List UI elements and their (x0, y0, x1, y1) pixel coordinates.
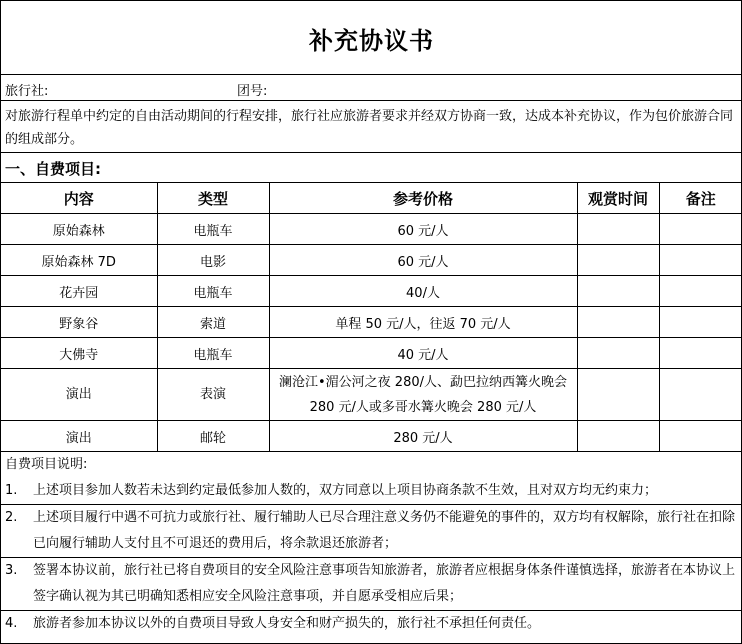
cell-remarks[interactable] (659, 307, 742, 338)
cell-remarks[interactable] (659, 214, 742, 245)
cell-price: 单程 50 元/人，往返 70 元/人 (269, 307, 577, 338)
cell-viewing-time[interactable] (577, 214, 659, 245)
table-row (1, 214, 742, 245)
cell-type: 电瓶车 (157, 214, 269, 245)
header-content: 内容 (1, 183, 157, 214)
note-item (5, 478, 738, 504)
cell-price: 40/人 (269, 276, 577, 307)
header-viewing-time: 观赏时间 (577, 183, 659, 214)
table-header-row (1, 183, 742, 214)
cell-viewing-time[interactable] (577, 276, 659, 307)
group-number-label: 团号: (237, 84, 268, 99)
intro-text: 对旅游行程单中约定的自由活动期间的行程安排，旅行社应旅游者要求并经双方协商一致，达成本补充协议，作为包价旅游合同的组成部分。 (5, 109, 734, 147)
cell-content: 野象谷 (1, 307, 157, 338)
table-row (1, 307, 742, 338)
cell-type: 索道 (157, 307, 269, 338)
note-number: 3. (5, 563, 18, 578)
table-row (1, 245, 742, 276)
note-text: 上述项目参加人数若未达到约定最低参加人数的，双方同意以上项目协商条款不生效，且对双方均无约束力； (33, 483, 658, 498)
header-type: 类型 (157, 183, 269, 214)
self-pay-items-table (1, 183, 742, 452)
cell-type: 电影 (157, 245, 269, 276)
cell-content: 大佛寺 (1, 338, 157, 369)
header-remarks: 备注 (659, 183, 742, 214)
cell-type: 邮轮 (157, 421, 269, 452)
header-price: 参考价格 (269, 183, 577, 214)
cell-type: 表演 (157, 369, 269, 421)
cell-remarks[interactable] (659, 421, 742, 452)
note-number: 1. (5, 483, 18, 498)
section-row (1, 153, 742, 183)
cell-viewing-time[interactable] (577, 338, 659, 369)
meta-row (1, 75, 742, 101)
notes-section (1, 448, 742, 637)
intro-row (1, 101, 742, 153)
section-title: 一、自费项目: (5, 160, 101, 178)
cell-viewing-time[interactable] (577, 245, 659, 276)
table-row (1, 421, 742, 452)
cell-viewing-time[interactable] (577, 421, 659, 452)
note-text: 上述项目履行中遇不可抗力或旅行社、履行辅助人已尽合理注意义务仍不能避免的事件的，双方均有权解除，旅行社在扣除已向履行辅助人支付且不可退还的费用后，将余款退还旅游者； (33, 510, 736, 551)
note-number: 2. (5, 510, 18, 525)
cell-price: 40 元/人 (269, 338, 577, 369)
table-row (1, 369, 742, 421)
title-row (1, 1, 742, 75)
cell-type: 电瓶车 (157, 276, 269, 307)
cell-content: 原始森林 7D (1, 245, 157, 276)
cell-remarks[interactable] (659, 369, 742, 421)
note-text: 签署本协议前，旅行社已将自费项目的安全风险注意事项告知旅游者，旅游者应根据身体条件谨慎选择，旅游者在本协议上签字确认视为其已明确知悉相应安全风险注意事项，并自愿承受相应后果； (33, 563, 736, 604)
cell-content: 原始森林 (1, 214, 157, 245)
note-item (5, 558, 738, 610)
cell-price: 280 元/人 (269, 421, 577, 452)
cell-viewing-time[interactable] (577, 307, 659, 338)
agency-label: 旅行社: (5, 84, 49, 99)
cell-content: 演出 (1, 369, 157, 421)
cell-remarks[interactable] (659, 245, 742, 276)
table-row (1, 276, 742, 307)
cell-price: 澜沧江•湄公河之夜 280/人、勐巴拉纳西篝火晚会 280 元/人或多哥水篝火晚会 280 元/人 (269, 369, 577, 421)
cell-content: 花卉园 (1, 276, 157, 307)
document-title: 补充协议书 (309, 27, 434, 55)
cell-remarks[interactable] (659, 338, 742, 369)
cell-remarks[interactable] (659, 276, 742, 307)
cell-price: 60 元/人 (269, 214, 577, 245)
note-item (5, 505, 738, 557)
note-number: 4. (5, 616, 18, 631)
cell-content: 演出 (1, 421, 157, 452)
cell-viewing-time[interactable] (577, 369, 659, 421)
note-item (5, 611, 738, 637)
notes-heading: 自费项目说明: (5, 457, 88, 472)
note-text: 旅游者参加本协议以外的自费项目导致人身安全和财产损失的，旅行社不承担任何责任。 (33, 616, 541, 631)
cell-type: 电瓶车 (157, 338, 269, 369)
cell-price: 60 元/人 (269, 245, 577, 276)
table-row (1, 338, 742, 369)
